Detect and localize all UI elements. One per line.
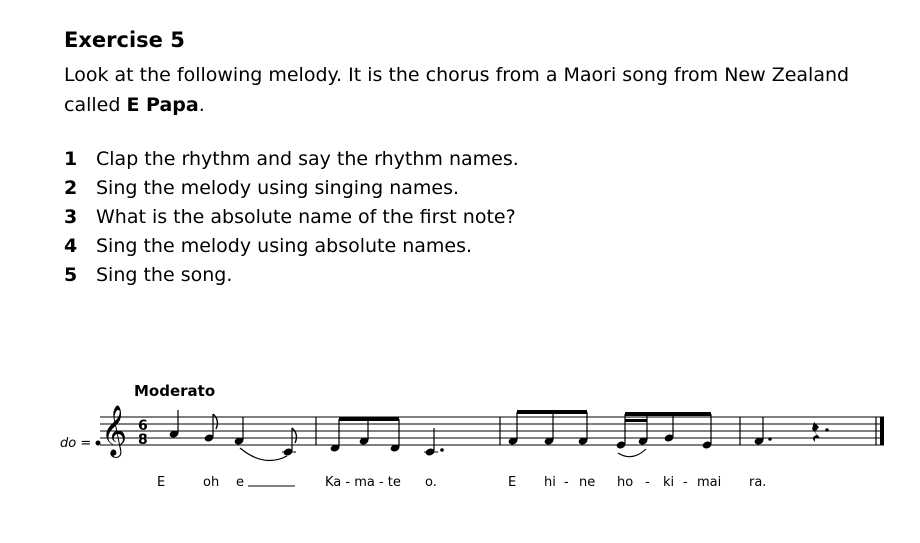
- instruction-text: What is the absolute name of the first note?: [96, 206, 516, 228]
- instruction-text: Sing the melody using singing names.: [96, 177, 460, 199]
- slur: [240, 448, 287, 461]
- lyrics: [157, 475, 766, 490]
- lyric-syllable: ho: [617, 475, 634, 490]
- lyric-hyphen: -: [683, 475, 688, 490]
- instruction-number: 5: [64, 264, 78, 286]
- lyric-syllable: o.: [425, 475, 437, 490]
- intro-end: .: [198, 94, 205, 116]
- note: [664, 414, 675, 443]
- instruction-number: 4: [64, 235, 78, 257]
- tempo-marking: Moderato: [134, 382, 216, 400]
- instruction-text: Sing the song.: [96, 264, 233, 286]
- exercise-title: Exercise 5: [64, 28, 185, 52]
- note: [638, 414, 649, 446]
- beam: [517, 410, 587, 414]
- beam: [625, 419, 647, 422]
- instruction-text: Clap the rhythm and say the rhythm names.: [96, 148, 519, 170]
- lyric-syllable: e: [236, 475, 244, 490]
- instruction-number: 3: [64, 206, 78, 228]
- lyric-syllable: E: [157, 475, 166, 490]
- lyric-syllable: mai: [697, 475, 722, 490]
- instruction-number: 2: [64, 177, 78, 199]
- lyric-syllable: Ka - ma - te: [325, 475, 401, 490]
- music-score: [0, 370, 920, 530]
- lyric-syllable: oh: [203, 475, 220, 490]
- note: [282, 428, 296, 457]
- dotted-quarter-rest-icon: [812, 422, 829, 442]
- lyric-syllable: E: [508, 475, 517, 490]
- intro-paragraph: [64, 60, 904, 120]
- time-signature-top: 6: [138, 418, 148, 434]
- instruction-number: 1: [64, 148, 78, 170]
- note: [359, 419, 370, 446]
- lyric-syllable: ne: [579, 475, 596, 490]
- instruction-text: Sing the melody using absolute names.: [96, 235, 473, 257]
- measure-2: [330, 417, 444, 457]
- beam: [625, 412, 711, 416]
- measure-1: [169, 410, 297, 461]
- treble-clef-icon: 𝄞: [101, 405, 128, 456]
- time-signature-bottom: 8: [138, 432, 148, 448]
- song-name: E Papa: [126, 94, 199, 116]
- lyric-syllable: ra.: [749, 475, 767, 490]
- note: [424, 428, 444, 457]
- note: [702, 414, 713, 450]
- lyric-hyphen: -: [564, 475, 569, 490]
- note: [616, 414, 627, 450]
- lyric-syllable: hi: [544, 475, 556, 490]
- beam: [339, 417, 399, 421]
- lyric-syllable: ki: [663, 475, 675, 490]
- do-marker: [96, 441, 101, 446]
- lyric-hyphen: -: [645, 475, 650, 490]
- slur: [618, 449, 646, 457]
- do-label: do =: [60, 436, 92, 451]
- intro-text: Look at the following melody. It is the chorus from a Maori song from New Zealand called: [64, 64, 850, 116]
